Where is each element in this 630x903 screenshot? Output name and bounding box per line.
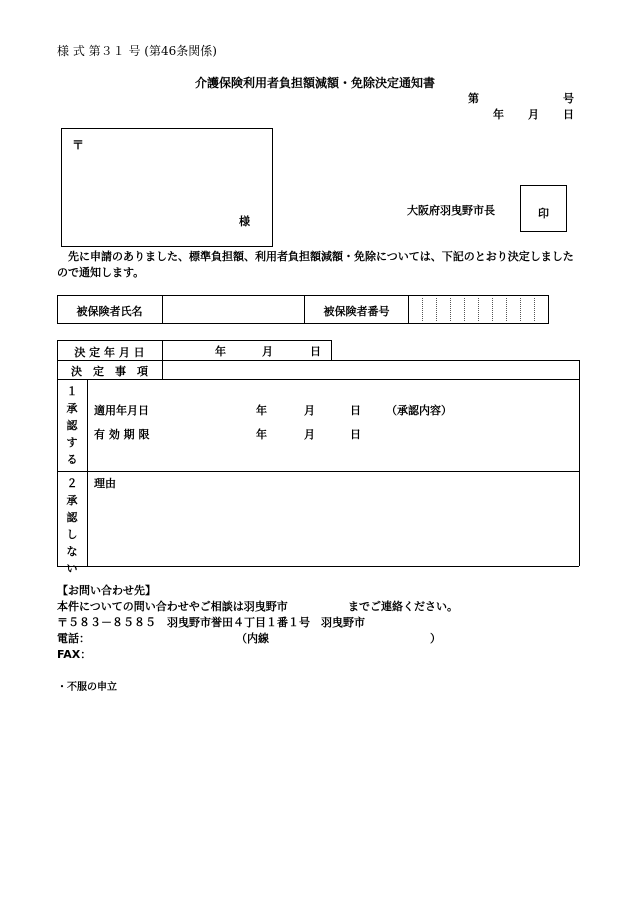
approve-content-label: （承認内容） xyxy=(386,404,452,417)
contact-address: 〒５８３－８５８５ 羽曳野市誉田４丁目１番１号 羽曳野市 xyxy=(57,616,365,629)
doc-number-dai: 第 xyxy=(468,92,479,105)
issue-date-day: 日 xyxy=(563,108,574,121)
decision-row-line-1 xyxy=(57,360,579,361)
document-title: 介護保険利用者負担額減額・免除決定通知書 xyxy=(194,76,435,90)
issue-date-month: 月 xyxy=(528,108,539,121)
decision-date-month: 月 xyxy=(262,345,273,358)
approve-start-day: 日 xyxy=(350,404,361,417)
reject-reason-label: 理由 xyxy=(94,477,116,490)
approve-start-year: 年 xyxy=(256,404,267,417)
address-sama: 様 xyxy=(239,215,250,228)
decision-top-line xyxy=(57,340,331,341)
insured-divider-1 xyxy=(162,295,163,324)
approve-expiry-month: 月 xyxy=(304,428,315,441)
approve-vertical-label: １承認する xyxy=(66,385,78,466)
insured-name-label: 被保険者氏名 xyxy=(76,305,143,318)
number-cell-divider xyxy=(534,298,535,321)
seal-box xyxy=(520,185,567,232)
approve-expiry-label: 有 効 期 限 xyxy=(94,428,150,441)
seal-mark: 印 xyxy=(538,207,549,220)
insured-number-label: 被保険者番号 xyxy=(323,305,390,318)
decision-date-label: 決 定 年 月 日 xyxy=(74,346,145,359)
number-cell-divider xyxy=(450,298,451,321)
decision-right-edge xyxy=(579,360,580,566)
contact-line1-b: までご連絡ください。 xyxy=(348,600,458,613)
approve-expiry-day: 日 xyxy=(350,428,361,441)
decision-row-line-3 xyxy=(57,471,579,472)
doc-number-go: 号 xyxy=(563,92,574,105)
number-cell-divider xyxy=(478,298,479,321)
decision-matter-label: 決 定 事 項 xyxy=(71,365,148,378)
intro-text: 先に申請のありました、標準負担額、利用者負担額減額・免除については、下記のとおり決定しましたので通知します。 xyxy=(57,250,574,279)
number-cell-divider xyxy=(464,298,465,321)
number-cell-divider xyxy=(506,298,507,321)
contact-ext-open: （内線 xyxy=(236,632,269,645)
decision-date-right-edge xyxy=(331,340,332,360)
address-box xyxy=(61,128,273,247)
contact-tel-label: 電話： xyxy=(57,632,90,645)
decision-date-day: 日 xyxy=(310,345,321,358)
decision-vertical-label-divider xyxy=(87,379,88,566)
contact-heading: 【お問い合わせ先】 xyxy=(57,584,156,597)
number-cell-divider xyxy=(422,298,423,321)
number-cell-divider xyxy=(492,298,493,321)
approve-expiry-year: 年 xyxy=(256,428,267,441)
contact-line1-a: 本件についての問い合わせやご相談は羽曳野市 xyxy=(57,600,288,613)
decision-label-divider xyxy=(162,340,163,379)
reject-vertical-label: ２承認しない xyxy=(66,477,78,575)
form-number: 様 式 第３１ 号 (第46条関係) xyxy=(57,44,217,58)
contact-ext-close: ） xyxy=(430,632,441,645)
approve-start-month: 月 xyxy=(304,404,315,417)
decision-row-line-2 xyxy=(57,379,579,380)
appeal-note: ・不服の申立 xyxy=(57,682,117,693)
contact-fax-label: FAX： xyxy=(57,648,92,661)
approve-start-label: 適用年月日 xyxy=(94,404,149,417)
insured-divider-3 xyxy=(408,295,409,324)
decision-date-year: 年 xyxy=(215,345,226,358)
number-cell-divider xyxy=(520,298,521,321)
issue-date-year: 年 xyxy=(493,108,504,121)
postal-mark: 〒 xyxy=(72,138,85,152)
decision-bottom-line xyxy=(57,566,579,567)
number-cell-divider xyxy=(436,298,437,321)
issuer-name: 大阪府羽曳野市長 xyxy=(407,204,495,217)
